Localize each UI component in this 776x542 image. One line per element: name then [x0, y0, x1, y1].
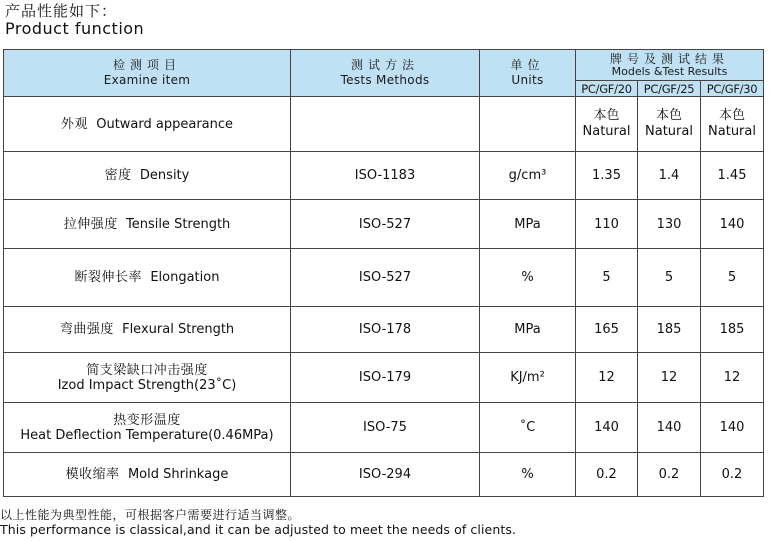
table-row — [4, 307, 764, 353]
unit: MPa — [480, 307, 576, 353]
item-name — [4, 200, 291, 249]
test-method: ISO-178 — [291, 307, 480, 353]
unit: % — [480, 249, 576, 307]
header-models-cn: 牌号及测试结果 — [610, 52, 730, 66]
header-method-en: Tests Methods — [340, 73, 430, 87]
footnote-cn: 以上性能为典型性能，可根据客户需要进行适当调整。 — [0, 508, 301, 522]
result-value — [638, 97, 701, 152]
result-value: 1.35 — [576, 152, 638, 200]
unit — [480, 97, 576, 152]
test-method: ISO-179 — [291, 353, 480, 403]
result-value: 110 — [576, 200, 638, 249]
item-name — [4, 307, 291, 353]
item-name-cn: 简支梁缺口冲击强度 — [86, 362, 208, 378]
table-row — [4, 200, 764, 249]
header-models — [576, 50, 764, 81]
header-method-cn: 测试方法 — [350, 58, 419, 72]
item-name — [4, 152, 291, 200]
page-title-cn: 产品性能如下： — [5, 2, 118, 20]
item-name-en: Outward appearance — [96, 116, 234, 132]
page-title-en: Product function — [5, 19, 145, 38]
item-name — [4, 403, 291, 453]
unit: KJ/m² — [480, 353, 576, 403]
unit: % — [480, 453, 576, 497]
header-test-methods — [291, 50, 480, 97]
result-value: 140 — [576, 403, 638, 453]
item-name-cn: 外观 — [60, 116, 88, 132]
item-name-en: Density — [139, 168, 190, 183]
result-value: 12 — [638, 353, 701, 403]
result-cn: 本色 — [593, 108, 620, 123]
result-en: Natural — [645, 124, 693, 139]
header-grade: PC/GF/30 — [701, 81, 764, 97]
result-value: 5 — [638, 249, 701, 307]
table-row — [4, 97, 764, 152]
result-value: 5 — [576, 249, 638, 307]
header-examine-item — [4, 50, 291, 97]
header-units — [480, 50, 576, 97]
table-row — [4, 353, 764, 403]
table-row — [4, 249, 764, 307]
result-en: Natural — [708, 124, 756, 139]
item-name-en: Izod Impact Strength(23˚C) — [57, 377, 237, 393]
result-value: 5 — [701, 249, 764, 307]
result-value: 12 — [576, 353, 638, 403]
test-method: ISO-527 — [291, 200, 480, 249]
unit: g/cm³ — [480, 152, 576, 200]
result-value: 12 — [701, 353, 764, 403]
test-method: ISO-75 — [291, 403, 480, 453]
footnote-en: This performance is classical,and it can be adjusted to meet the needs of clients. — [0, 522, 517, 537]
item-name-en: Heat Deflection Temperature(0.46MPa) — [20, 427, 274, 443]
item-name-en: Mold Shrinkage — [127, 467, 229, 482]
item-name-en: Tensile Strength — [125, 216, 231, 232]
table-row — [4, 152, 764, 200]
item-name-cn: 弯曲强度 — [59, 322, 114, 337]
test-method: ISO-294 — [291, 453, 480, 497]
result-cn: 本色 — [719, 108, 746, 123]
header-grade: PC/GF/20 — [576, 81, 638, 97]
item-name-cn: 密度 — [104, 168, 132, 183]
result-value: 140 — [638, 403, 701, 453]
item-name-cn: 热变形温度 — [113, 412, 181, 428]
item-name-cn: 拉伸强度 — [63, 216, 118, 232]
test-method: ISO-1183 — [291, 152, 480, 200]
result-value: 0.2 — [576, 453, 638, 497]
header-item-cn: 检测项目 — [112, 58, 181, 72]
result-en: Natural — [582, 124, 631, 139]
item-name — [4, 97, 291, 152]
result-value: 130 — [638, 200, 701, 249]
header-item-en: Examine item — [103, 73, 191, 87]
result-value — [576, 97, 638, 152]
spec-table — [3, 49, 764, 497]
result-value — [701, 97, 764, 152]
result-value: 0.2 — [701, 453, 764, 497]
result-value: 140 — [701, 403, 764, 453]
table-row — [4, 403, 764, 453]
result-cn: 本色 — [655, 108, 682, 123]
result-value: 1.4 — [638, 152, 701, 200]
header-unit-en: Units — [511, 73, 544, 87]
item-name — [4, 353, 291, 403]
result-value: 185 — [701, 307, 764, 353]
item-name — [4, 453, 291, 497]
header-grade: PC/GF/25 — [638, 81, 701, 97]
result-value: 1.45 — [701, 152, 764, 200]
header-unit-cn: 单位 — [510, 58, 545, 72]
item-name — [4, 249, 291, 307]
unit: ˚C — [480, 403, 576, 453]
item-name-en: Flexural Strength — [122, 322, 235, 337]
result-value: 185 — [638, 307, 701, 353]
result-value: 140 — [701, 200, 764, 249]
header-models-en: Models &Test Results — [611, 65, 728, 78]
item-name-en: Elongation — [150, 270, 220, 285]
item-name-cn: 断裂伸长率 — [74, 270, 143, 285]
item-name-cn: 模收缩率 — [65, 467, 120, 482]
test-method: ISO-527 — [291, 249, 480, 307]
table-row — [4, 453, 764, 497]
unit: MPa — [480, 200, 576, 249]
test-method — [291, 97, 480, 152]
result-value: 165 — [576, 307, 638, 353]
result-value: 0.2 — [638, 453, 701, 497]
